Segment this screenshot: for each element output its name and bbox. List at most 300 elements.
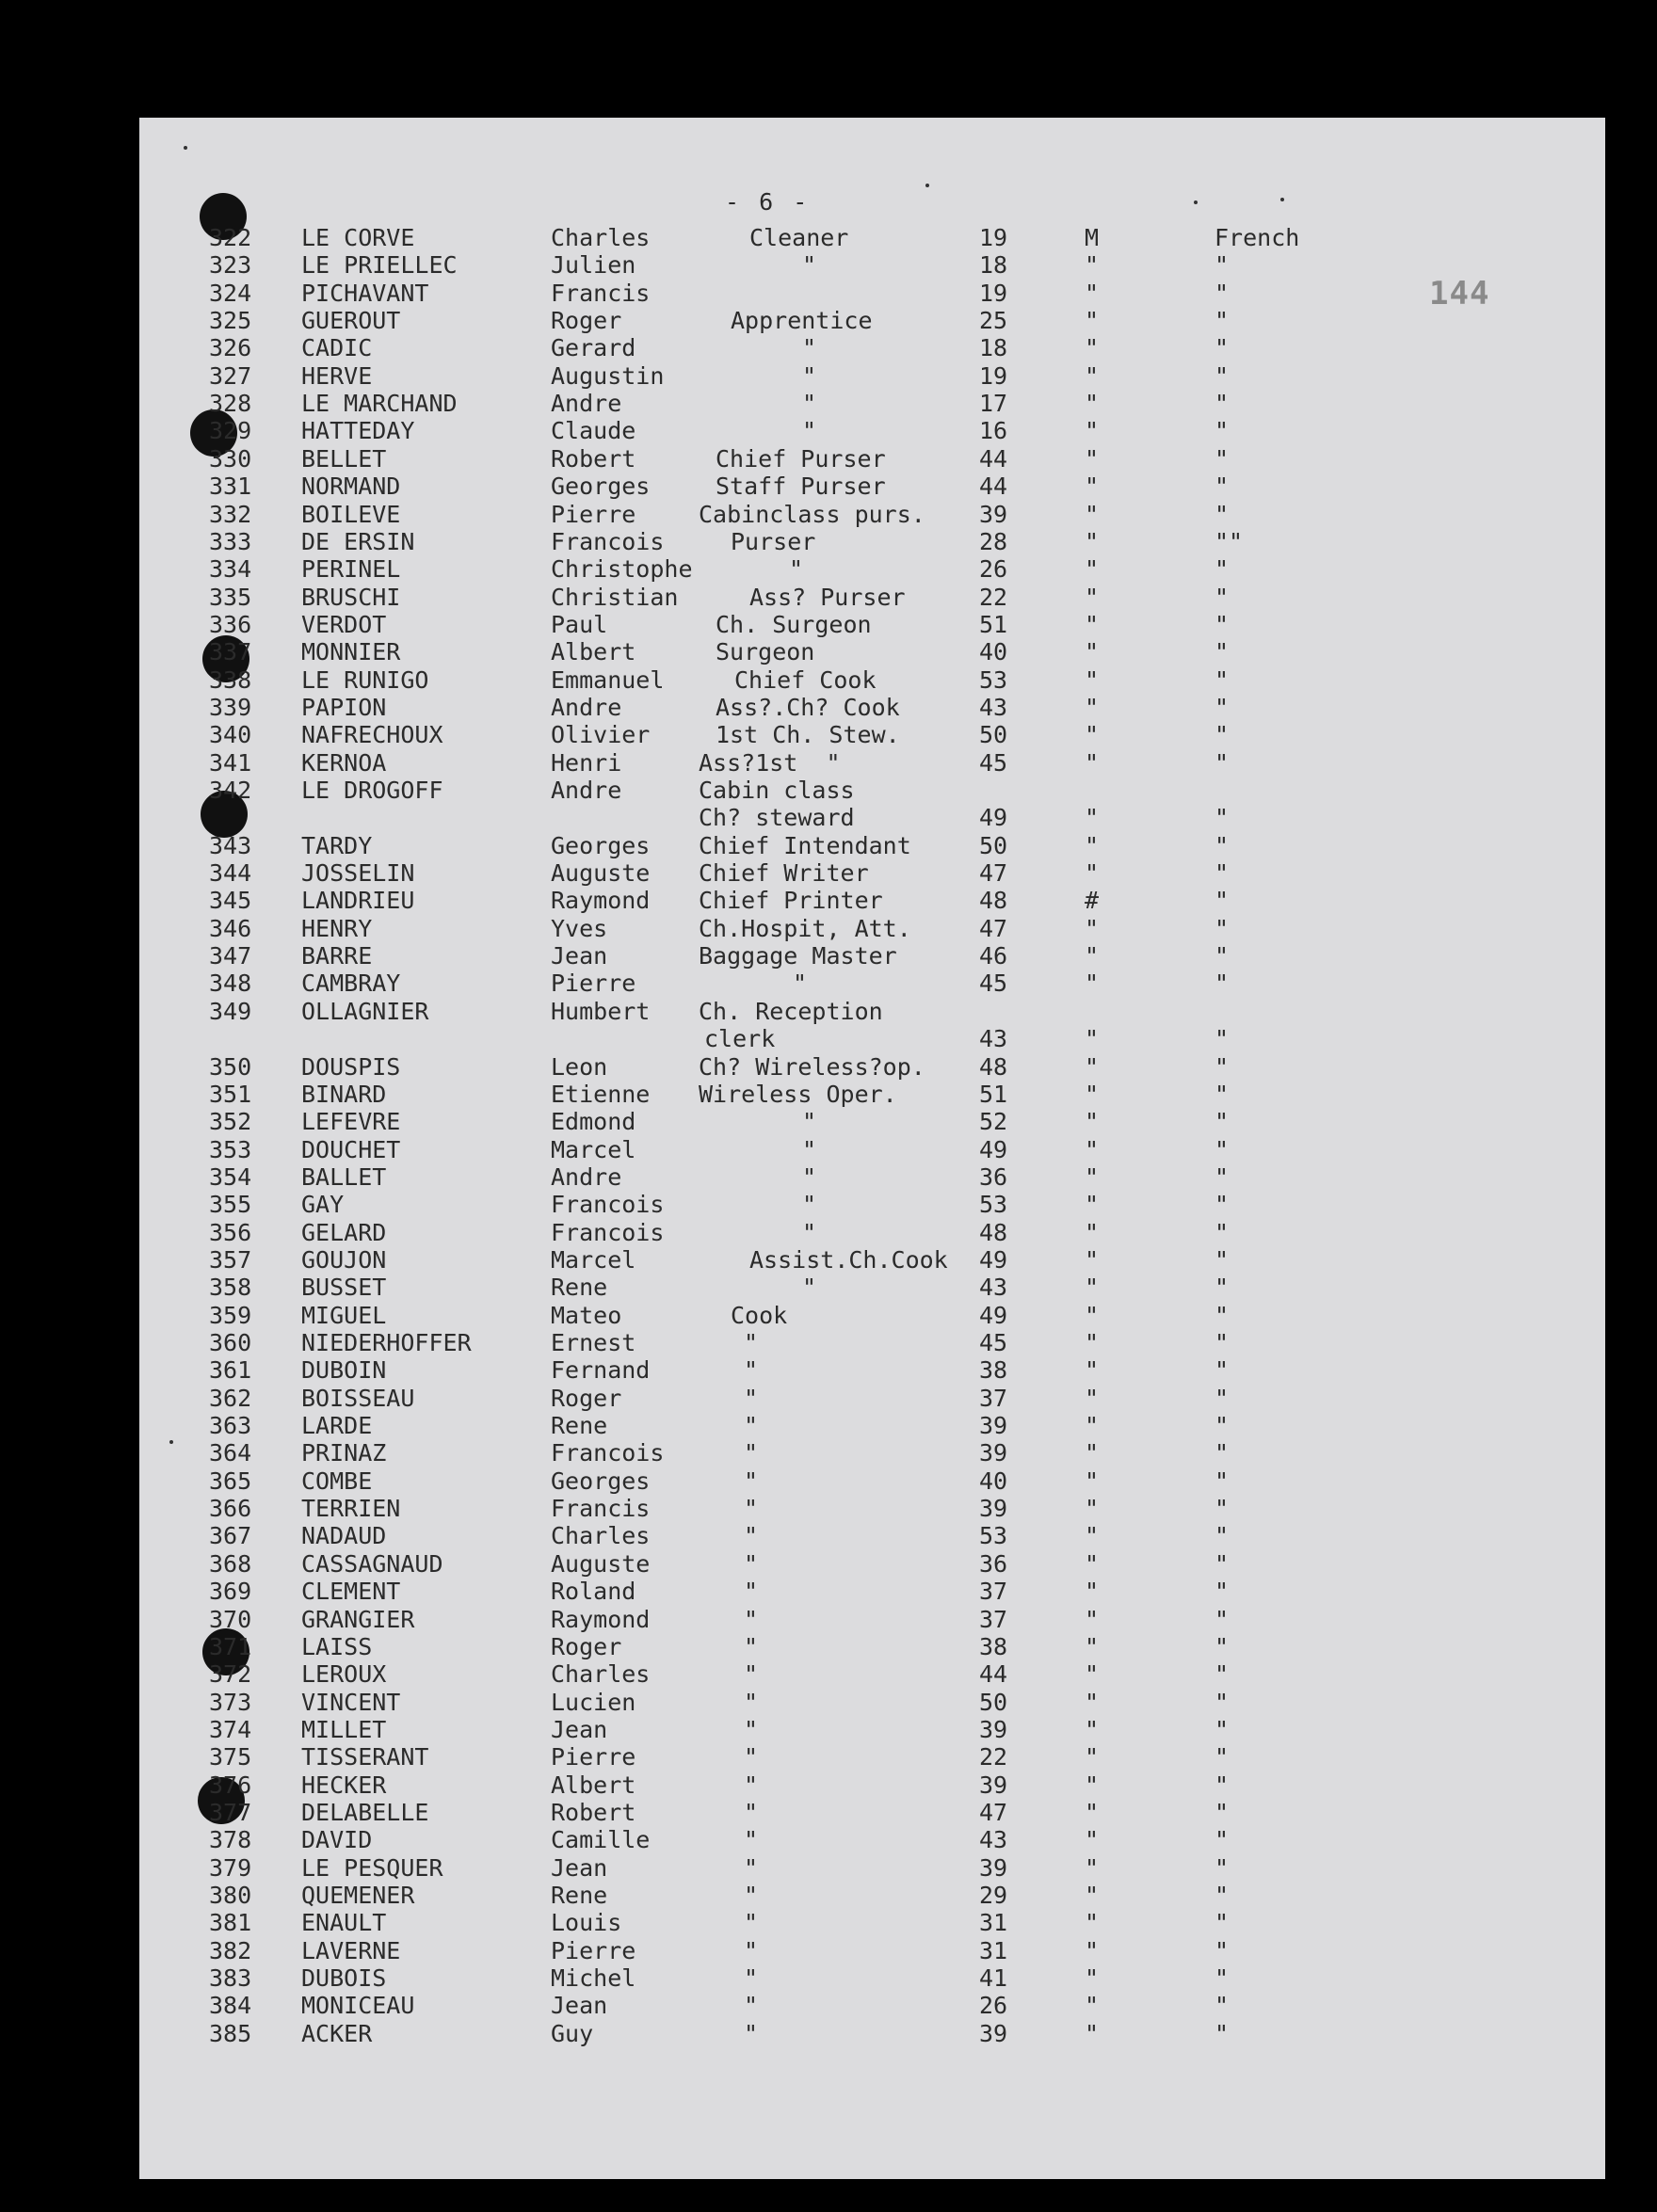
occupation: ": [744, 1882, 759, 1909]
age: 31: [979, 1909, 1008, 1937]
age: 26: [979, 555, 1008, 584]
surname: BINARD: [301, 1080, 387, 1108]
given-name: Andre: [551, 1162, 622, 1191]
given-name: Pierre: [551, 970, 636, 998]
surname: DELABELLE: [301, 1798, 429, 1826]
nationality: ": [1215, 334, 1230, 362]
row-number: 364: [209, 1439, 252, 1467]
occupation: ": [802, 1274, 817, 1302]
occupation: ": [802, 1162, 817, 1191]
surname: DUBOIN: [301, 1356, 387, 1385]
nationality: ": [1215, 500, 1230, 528]
given-name: Georges: [551, 1467, 651, 1495]
given-name: Yves: [551, 914, 608, 942]
sex: ": [1085, 914, 1100, 942]
surname: NAFRECHOUX: [301, 721, 443, 749]
age: 40: [979, 638, 1008, 666]
surname: BALLET: [301, 1162, 387, 1191]
age: 48: [979, 1052, 1008, 1081]
given-name: Rene: [551, 1412, 608, 1440]
given-name: Roger: [551, 1384, 622, 1412]
age: 44: [979, 444, 1008, 473]
age: 18: [979, 251, 1008, 280]
given-name: Julien: [551, 251, 636, 280]
row-number: 349: [209, 997, 252, 1025]
sex: ": [1085, 1964, 1100, 1993]
row-number: 345: [209, 887, 252, 915]
sex: ": [1085, 361, 1100, 390]
nationality: ": [1215, 1660, 1230, 1689]
given-name: Camille: [551, 1826, 651, 1854]
given-name: Roger: [551, 307, 622, 335]
sex: ": [1085, 1853, 1100, 1882]
nationality: ": [1215, 748, 1230, 777]
age: 40: [979, 1467, 1008, 1495]
row-number: 384: [209, 1992, 252, 2020]
age: 39: [979, 1495, 1008, 1523]
surname: LARDE: [301, 1412, 373, 1440]
surname: BELLET: [301, 444, 387, 473]
nationality: ": [1215, 1715, 1230, 1743]
row-number: 362: [209, 1384, 252, 1412]
age: 44: [979, 1660, 1008, 1689]
occupation: Apprentice: [731, 307, 873, 335]
nationality: ": [1215, 1853, 1230, 1882]
nationality: ": [1215, 279, 1230, 307]
occupation: clerk: [704, 1025, 776, 1053]
occupation: ": [744, 1798, 759, 1826]
occupation: ": [802, 1191, 817, 1219]
surname: PRINAZ: [301, 1439, 387, 1467]
age: 43: [979, 1274, 1008, 1302]
surname: BOILEVE: [301, 500, 401, 528]
age: 49: [979, 1135, 1008, 1163]
given-name: Paul: [551, 610, 608, 638]
age: 53: [979, 1191, 1008, 1219]
age: 51: [979, 610, 1008, 638]
sex: ": [1085, 1329, 1100, 1356]
row-number: 341: [209, 748, 252, 777]
surname: PICHAVANT: [301, 279, 429, 307]
age: 22: [979, 583, 1008, 611]
nationality: ": [1215, 1245, 1230, 1274]
given-name: Roland: [551, 1578, 636, 1606]
surname: CLEMENT: [301, 1578, 401, 1606]
row-number: 375: [209, 1743, 252, 1771]
row-number: 377: [209, 1798, 252, 1826]
age: 50: [979, 831, 1008, 859]
row-number: 378: [209, 1826, 252, 1854]
occupation: ": [744, 1384, 759, 1412]
row-number: 350: [209, 1052, 252, 1081]
surname: QUEMENER: [301, 1882, 415, 1909]
sex: ": [1085, 1522, 1100, 1550]
given-name: Gerard: [551, 334, 636, 362]
surname: MONICEAU: [301, 1992, 415, 2020]
occupation: 1st Ch. Stew.: [716, 721, 900, 749]
age: 19: [979, 224, 1008, 251]
nationality: ": [1215, 583, 1230, 611]
given-name: Jean: [551, 1992, 608, 2020]
nationality: ": [1215, 1605, 1230, 1633]
age: 22: [979, 1743, 1008, 1771]
sex: ": [1085, 1826, 1100, 1854]
age: 25: [979, 307, 1008, 335]
sex: ": [1085, 2019, 1100, 2047]
sex: ": [1085, 1882, 1100, 1909]
surname: DOUCHET: [301, 1135, 401, 1163]
surname: BOISSEAU: [301, 1384, 415, 1412]
row-number: 329: [209, 417, 252, 445]
age: 50: [979, 721, 1008, 749]
nationality: ": [1215, 390, 1230, 418]
age: 50: [979, 1688, 1008, 1716]
surname: LAISS: [301, 1632, 373, 1660]
given-name: Guy: [551, 2019, 594, 2047]
given-name: Auguste: [551, 859, 651, 888]
sex: ": [1085, 1632, 1100, 1660]
occupation: ": [744, 1992, 759, 2020]
surname: COMBE: [301, 1467, 373, 1495]
row-number: 372: [209, 1660, 252, 1689]
age: 47: [979, 1798, 1008, 1826]
occupation: ": [744, 1578, 759, 1606]
nationality: ": [1215, 859, 1230, 888]
age: 37: [979, 1605, 1008, 1633]
surname: ACKER: [301, 2019, 373, 2047]
occupation: Cleaner: [749, 224, 849, 251]
nationality: ": [1215, 1108, 1230, 1136]
given-name: Albert: [551, 638, 636, 666]
nationality: ": [1215, 555, 1230, 584]
age: 49: [979, 1301, 1008, 1329]
sex: ": [1085, 1467, 1100, 1495]
age: 19: [979, 361, 1008, 390]
sex: ": [1085, 279, 1100, 307]
row-number: 328: [209, 390, 252, 418]
occupation: ": [744, 1467, 759, 1495]
stamp-number: 144: [1429, 275, 1490, 313]
sex: ": [1085, 1992, 1100, 2020]
nationality: ": [1215, 1826, 1230, 1854]
surname: MIGUEL: [301, 1301, 387, 1329]
nationality: ": [1215, 1162, 1230, 1191]
occupation: ": [802, 1135, 817, 1163]
age: 53: [979, 1522, 1008, 1550]
speck: [169, 1440, 173, 1444]
given-name: Albert: [551, 1771, 636, 1799]
row-number: 358: [209, 1274, 252, 1302]
row-number: 326: [209, 334, 252, 362]
sex: #: [1085, 887, 1100, 915]
row-number: 352: [209, 1108, 252, 1136]
occupation: ": [744, 1439, 759, 1467]
nationality: ": [1215, 1301, 1230, 1329]
given-name: Rene: [551, 1882, 608, 1909]
surname: MILLET: [301, 1715, 387, 1743]
sex: ": [1085, 1245, 1100, 1274]
occupation: ": [744, 1329, 759, 1356]
row-number: 368: [209, 1549, 252, 1578]
age: 39: [979, 1771, 1008, 1799]
surname: LANDRIEU: [301, 887, 415, 915]
nationality: ": [1215, 1743, 1230, 1771]
row-number: 373: [209, 1688, 252, 1716]
row-number: 365: [209, 1467, 252, 1495]
given-name: Marcel: [551, 1245, 636, 1274]
row-number: 334: [209, 555, 252, 584]
age: 52: [979, 1108, 1008, 1136]
sex: ": [1085, 970, 1100, 998]
occupation: Assist.Ch.Cook: [749, 1245, 948, 1274]
occupation: Chief Writer: [699, 859, 869, 888]
occupation: Ch? steward: [699, 804, 855, 832]
age: 43: [979, 1025, 1008, 1053]
sex: ": [1085, 334, 1100, 362]
surname: BARRE: [301, 942, 373, 970]
sex: ": [1085, 444, 1100, 473]
nationality: ": [1215, 1080, 1230, 1108]
sex: ": [1085, 859, 1100, 888]
age: 39: [979, 1439, 1008, 1467]
given-name: Lucien: [551, 1688, 636, 1716]
row-number: 344: [209, 859, 252, 888]
row-number: 327: [209, 361, 252, 390]
occupation: ": [744, 1549, 759, 1578]
age: 16: [979, 417, 1008, 445]
surname: CAMBRAY: [301, 970, 401, 998]
sex: ": [1085, 748, 1100, 777]
sex: ": [1085, 693, 1100, 721]
nationality: ": [1215, 361, 1230, 390]
occupation: ": [744, 1909, 759, 1937]
surname: DAVID: [301, 1826, 373, 1854]
occupation: ": [744, 1964, 759, 1993]
nationality: ": [1215, 804, 1230, 832]
row-number: 354: [209, 1162, 252, 1191]
sex: ": [1085, 1771, 1100, 1799]
age: 45: [979, 1329, 1008, 1356]
nationality: ": [1215, 1191, 1230, 1219]
age: 41: [979, 1964, 1008, 1993]
age: 53: [979, 665, 1008, 694]
occupation: ": [802, 334, 817, 362]
given-name: Jean: [551, 1715, 608, 1743]
surname: HERVE: [301, 361, 373, 390]
speck: [925, 184, 929, 187]
age: 26: [979, 1992, 1008, 2020]
surname: HENRY: [301, 914, 373, 942]
age: 38: [979, 1356, 1008, 1385]
occupation: ": [744, 1715, 759, 1743]
row-number: 325: [209, 307, 252, 335]
occupation: Ch. Reception: [699, 997, 883, 1025]
nationality: ": [1215, 1025, 1230, 1053]
row-number: 359: [209, 1301, 252, 1329]
sex: ": [1085, 1052, 1100, 1081]
occupation: Purser: [731, 527, 816, 555]
occupation: Chief Intendant: [699, 831, 911, 859]
surname: CADIC: [301, 334, 373, 362]
nationality: ": [1215, 307, 1230, 335]
given-name: Francis: [551, 1495, 651, 1523]
sex: ": [1085, 1218, 1100, 1246]
occupation: Staff Purser: [716, 473, 886, 501]
age: 39: [979, 2019, 1008, 2047]
sex: ": [1085, 251, 1100, 280]
surname: VINCENT: [301, 1688, 401, 1716]
occupation: Cabin class: [699, 777, 855, 804]
occupation: Ch. Surgeon: [716, 610, 872, 638]
age: 48: [979, 887, 1008, 915]
nationality: ": [1215, 914, 1230, 942]
age: 39: [979, 1853, 1008, 1882]
row-number: 351: [209, 1080, 252, 1108]
surname: LEROUX: [301, 1660, 387, 1689]
nationality: ": [1215, 693, 1230, 721]
surname: LE MARCHAND: [301, 390, 458, 418]
surname: GUEROUT: [301, 307, 401, 335]
surname: TERRIEN: [301, 1495, 401, 1523]
surname: LEFEVRE: [301, 1108, 401, 1136]
nationality: ": [1215, 444, 1230, 473]
row-number: 322: [209, 224, 252, 251]
speck: [184, 146, 187, 150]
row-number: 380: [209, 1882, 252, 1909]
surname: TISSERANT: [301, 1743, 429, 1771]
surname: LE CORVE: [301, 224, 415, 251]
surname: GOUJON: [301, 1245, 387, 1274]
given-name: Ernest: [551, 1329, 636, 1356]
sex: ": [1085, 1191, 1100, 1219]
nationality: ": [1215, 1135, 1230, 1163]
given-name: Augustin: [551, 361, 665, 390]
nationality: ": [1215, 831, 1230, 859]
occupation: ": [744, 1495, 759, 1523]
surname: LE DROGOFF: [301, 777, 443, 804]
sex: ": [1085, 473, 1100, 501]
occupation: Chief Printer: [699, 887, 883, 915]
given-name: Emmanuel: [551, 665, 665, 694]
row-number: 343: [209, 831, 252, 859]
age: 47: [979, 859, 1008, 888]
surname: PERINEL: [301, 555, 401, 584]
occupation: Cook: [731, 1301, 788, 1329]
occupation: ": [744, 1771, 759, 1799]
row-number: 332: [209, 500, 252, 528]
sex: ": [1085, 942, 1100, 970]
surname: GAY: [301, 1191, 345, 1219]
given-name: Pierre: [551, 500, 636, 528]
sex: ": [1085, 1356, 1100, 1385]
age: 48: [979, 1218, 1008, 1246]
given-name: Rene: [551, 1274, 608, 1302]
age: 36: [979, 1162, 1008, 1191]
sex: ": [1085, 1578, 1100, 1606]
surname: BUSSET: [301, 1274, 387, 1302]
age: 39: [979, 500, 1008, 528]
age: 37: [979, 1578, 1008, 1606]
sex: ": [1085, 500, 1100, 528]
row-number: 370: [209, 1605, 252, 1633]
nationality: ": [1215, 1632, 1230, 1660]
nationality: ": [1215, 1882, 1230, 1909]
occupation: Baggage Master: [699, 942, 897, 970]
given-name: Charles: [551, 1660, 651, 1689]
surname: JOSSELIN: [301, 859, 415, 888]
sex: ": [1085, 804, 1100, 832]
given-name: Francois: [551, 1218, 665, 1246]
given-name: Edmond: [551, 1108, 636, 1136]
row-number: 337: [209, 638, 252, 666]
occupation: Chief Cook: [734, 665, 877, 694]
sex: ": [1085, 1080, 1100, 1108]
given-name: Raymond: [551, 887, 651, 915]
sex: ": [1085, 307, 1100, 335]
age: 38: [979, 1632, 1008, 1660]
page-number: - 6 -: [725, 188, 811, 216]
occupation: ": [744, 1826, 759, 1854]
age: 37: [979, 1384, 1008, 1412]
occupation: Ass?1st ": [699, 748, 841, 777]
nationality: ": [1215, 417, 1230, 445]
occupation: Ch.Hospit, Att.: [699, 914, 911, 942]
nationality: ": [1215, 1329, 1230, 1356]
sex: ": [1085, 1936, 1100, 1964]
occupation: ": [744, 1688, 759, 1716]
surname: TARDY: [301, 831, 373, 859]
age: 43: [979, 1826, 1008, 1854]
occupation: ": [793, 970, 808, 998]
given-name: Charles: [551, 1522, 651, 1550]
sex: ": [1085, 1162, 1100, 1191]
row-number: 379: [209, 1853, 252, 1882]
row-number: 348: [209, 970, 252, 998]
row-number: 376: [209, 1771, 252, 1799]
sex: ": [1085, 1135, 1100, 1163]
sex: ": [1085, 1025, 1100, 1053]
sex: ": [1085, 1439, 1100, 1467]
sex: ": [1085, 721, 1100, 749]
nationality: ": [1215, 887, 1230, 915]
given-name: Georges: [551, 473, 651, 501]
given-name: Jean: [551, 942, 608, 970]
occupation: ": [744, 2019, 759, 2047]
nationality: ": [1215, 473, 1230, 501]
nationality: ": [1215, 1522, 1230, 1550]
given-name: Etienne: [551, 1080, 651, 1108]
sex: ": [1085, 1274, 1100, 1302]
age: 39: [979, 1715, 1008, 1743]
surname: ENAULT: [301, 1909, 387, 1937]
given-name: Francois: [551, 1191, 665, 1219]
row-number: 361: [209, 1356, 252, 1385]
nationality: ": [1215, 251, 1230, 280]
sex: ": [1085, 1909, 1100, 1937]
sex: ": [1085, 1108, 1100, 1136]
given-name: Henri: [551, 748, 622, 777]
sex: ": [1085, 1384, 1100, 1412]
sex: ": [1085, 638, 1100, 666]
surname: HECKER: [301, 1771, 387, 1799]
age: 18: [979, 334, 1008, 362]
given-name: Mateo: [551, 1301, 622, 1329]
sex: ": [1085, 1688, 1100, 1716]
given-name: Andre: [551, 693, 622, 721]
given-name: Michel: [551, 1964, 636, 1993]
nationality: ": [1215, 1992, 1230, 2020]
surname: NADAUD: [301, 1522, 387, 1550]
